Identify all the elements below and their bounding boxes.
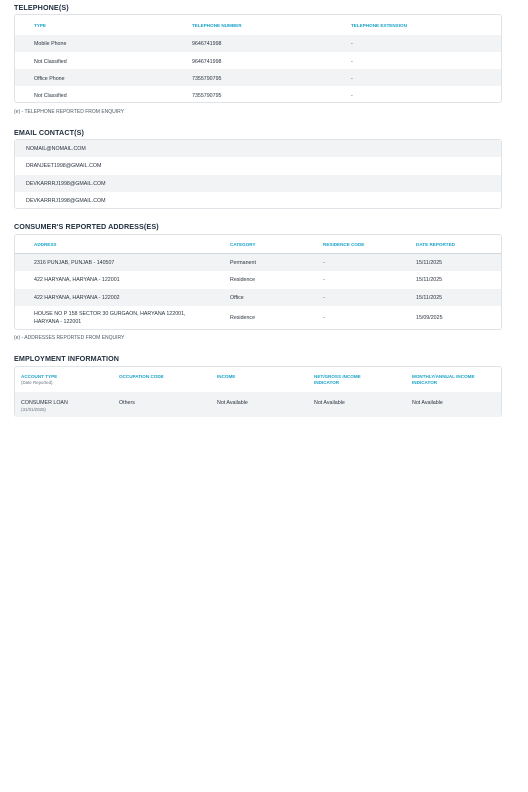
- addr-category: Permanent: [230, 260, 256, 266]
- emp-date-reported: (31/01/2026): [21, 407, 46, 412]
- addr-residence-code: -: [323, 295, 325, 301]
- tel-type: Not Classified: [34, 93, 67, 99]
- emp-occupation: Others: [119, 400, 135, 406]
- addr-address: HOUSE NO P 158 SECTOR 30 GURGAON, HARYANA 122001,: [34, 311, 186, 317]
- telephones-note: (e) - TELEPHONE REPORTED FROM ENQUIRY: [14, 109, 125, 115]
- emp-monthly-annual: Not Available: [412, 400, 443, 406]
- addr-residence-code: -: [323, 277, 325, 283]
- emails-table: [14, 139, 502, 209]
- telephones-table: [14, 14, 502, 103]
- email-item: DEVKARRRJ1998@GMAIL.COM: [26, 198, 106, 204]
- addr-header-date: DATE REPORTED: [416, 242, 455, 247]
- tel-number: 9646741998: [192, 59, 222, 65]
- emp-income: Not Available: [217, 400, 248, 406]
- addr-category: Residence: [230, 277, 256, 283]
- tel-type: Not Classified: [34, 59, 67, 65]
- table-row-stripe: [15, 35, 501, 52]
- addr-category: Office: [230, 295, 244, 301]
- tel-extension: -: [351, 93, 353, 99]
- addr-date: 15/11/2025: [416, 295, 443, 301]
- table-row-stripe: [15, 140, 501, 157]
- addr-address-line2: HARYANA - 122001: [34, 319, 82, 325]
- addresses-note: (e) - ADDRESSES REPORTED FROM ENQUIRY: [14, 335, 125, 341]
- tel-header-type: TYPE: [34, 23, 46, 28]
- emp-account-type: CONSUMER LOAN: [21, 400, 68, 406]
- addr-date: 15/11/2025: [416, 277, 443, 283]
- addr-header-address: ADDRESS: [34, 242, 57, 247]
- employment-table: [14, 366, 502, 417]
- emp-header-net-gross-indicator: INDICATOR: [314, 380, 340, 385]
- addr-residence-code: -: [323, 260, 325, 266]
- tel-number: 7355790795: [192, 76, 222, 82]
- emp-header-income: INCOME: [217, 374, 236, 379]
- emp-header-net-gross: NET/GROSS INCOME: [314, 374, 361, 379]
- tel-header-number: TELEPHONE NUMBER: [192, 23, 242, 28]
- emails-title: EMAIL CONTACT(S): [14, 128, 85, 137]
- addr-category: Residence: [230, 315, 256, 321]
- tel-type: Mobile Phone: [34, 41, 67, 47]
- addr-address: 422 HARYANA, HARYANA - 122002: [34, 295, 120, 301]
- emp-header-date-reported: (Date Reported): [21, 380, 53, 385]
- addresses-table: [14, 234, 502, 330]
- emp-header-occupation: OCCUPATION CODE: [119, 374, 164, 379]
- tel-header-extension: TELEPHONE EXTENSION: [351, 23, 407, 28]
- addr-date: 15/11/2025: [416, 260, 443, 266]
- addr-residence-code: -: [323, 315, 325, 321]
- addr-header-residence-code: RESIDENCE CODE: [323, 242, 365, 247]
- tel-extension: -: [351, 59, 353, 65]
- addresses-title: CONSUMER'S REPORTED ADDRESS(ES): [14, 222, 159, 231]
- telephones-title: TELEPHONE(S): [14, 3, 69, 12]
- email-item: DRANJEET1998@GMAIL.COM: [26, 163, 102, 169]
- addr-header-category: CATEGORY: [230, 242, 256, 247]
- table-row-stripe: [15, 69, 501, 86]
- tel-number: 7355790795: [192, 93, 222, 99]
- email-item: DEVKARRRJ1998@GMAIL.COM: [26, 181, 106, 187]
- tel-extension: -: [351, 41, 353, 47]
- email-item: NOMAIL@NOMAIL.COM: [26, 146, 86, 152]
- addr-address: 422 HARYANA, HARYANA - 122001: [34, 277, 120, 283]
- tel-extension: -: [351, 76, 353, 82]
- emp-header-monthly-annual-indicator: INDICATOR: [412, 380, 438, 385]
- emp-header-account-type: ACCOUNT TYPE: [21, 374, 58, 379]
- addr-date: 15/09/2025: [416, 315, 443, 321]
- emp-net-gross: Not Available: [314, 400, 345, 406]
- employment-title: EMPLOYMENT INFORMATION: [14, 354, 120, 363]
- tel-type: Office Phone: [34, 76, 65, 82]
- emp-header-monthly-annual: MONTHLY/ANNUAL INCOME: [412, 374, 475, 379]
- tel-number: 9646741998: [192, 41, 222, 47]
- addr-address: 2316 PUNJAB, PUNJAB - 140507: [34, 260, 115, 266]
